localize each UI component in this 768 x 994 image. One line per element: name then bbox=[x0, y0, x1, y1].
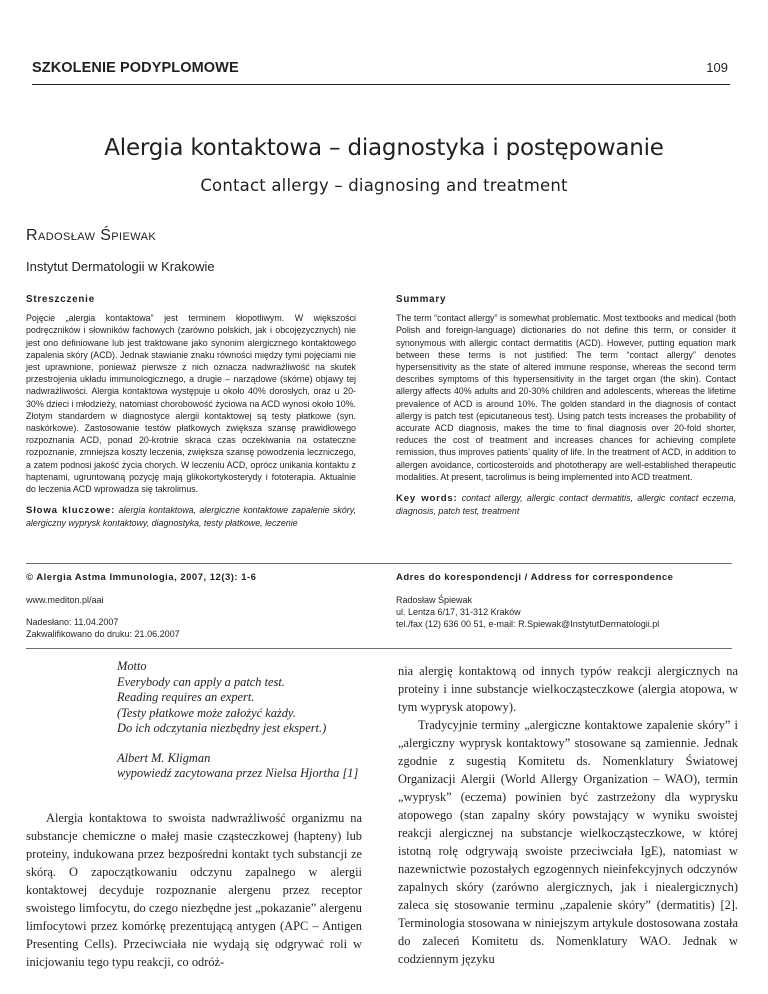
body-paragraph: Tradycyjnie terminy „alergiczne kontaktowe zapalenie skóry” i „alergiczny wyprysk kontaktowy” stosowane są zamiennie. Jednak zgodnie z sugestią Komitetu ds. Nomenklatury Światowej Organizacji Alergii (World Allergy Organization – WAO), termin „wyprysk” (eczema) powinien być zastrzeżony dla wyprysku atopowego (stan zapalny skóry powstający w wyniku swoistej reakcji alergicznej na substancje wielkocząsteczkowe, w której istotną rolę odgrywają swoiste przeciwciała IgE), natomiast w nazewnictwie pozostałych egzogennych nieinfekcyjnych odczynów zapalnych skóry (zarówno alergicznych, jak i niealergicznych) zaleca się stosowanie terminu „zapalenie skóry” (dermatitis) [2]. Terminologia stosowana w niniejszym artykule dostosowana została do zaleceń Komitetu ds. Nomenklatury WAO. Jednak w codziennym języku bbox=[398, 718, 738, 966]
keywords-english-text: contact allergy, allergic contact dermatitis, allergic contact eczema, diagnosis, patch test, treatment bbox=[396, 493, 736, 517]
info-divider bbox=[26, 648, 732, 649]
abstract-polish bbox=[26, 294, 356, 530]
abstract-english-heading: Summary bbox=[396, 294, 447, 305]
body-column-right bbox=[398, 662, 738, 968]
body-paragraph: Alergia kontaktowa to swoista nadwrażliwość organizmu na substancje chemiczne o małej masie cząsteczkowej (hapteny) lub proteiny, indukowana przez bezpośredni kontakt tych substancji ze skórą. O zapoczątkowaniu odczynu zapalnego w alergii kontaktowej decyduje rozpoznanie alergenu przez receptor swoistego limfocytu, do czego niezbędne jest „pokazanie” alergenu limfocytowi przez komórkę prezentującą antygen (APC – Antigen Presenting Cells). Przeciwciała nie wydają się odgrywać roli w inicjowaniu tego typu reakcji, co odróż- bbox=[26, 811, 362, 969]
header-divider bbox=[32, 84, 730, 85]
keywords-english-label: Key words: bbox=[396, 493, 458, 505]
motto-line: Do ich odczytania niezbędny jest ekspert.) bbox=[117, 721, 327, 735]
keywords-polish-label: Słowa kluczowe: bbox=[26, 505, 116, 517]
author-name: Radosław Śpiewak bbox=[26, 227, 157, 244]
keywords-polish-text: alergia kontaktowa, alergiczne kontaktowe zapalenie skóry, alergiczny wyprysk kontaktowy, diagnostyka, testy płatkowe, leczenie bbox=[26, 505, 357, 529]
body-paragraph: nia alergię kontaktową od innych typów reakcji alergicznych na proteiny i inne substancje wielkocząsteczkowe (alergia atopowa, w tym wyprysk atopowy). bbox=[398, 664, 738, 714]
correspondence-heading: Adres do korespondencji / Address for correspondence bbox=[396, 572, 674, 583]
page-number: 109 bbox=[706, 60, 728, 75]
motto-line: Reading requires an expert. bbox=[117, 690, 255, 704]
journal-website[interactable]: www.mediton.pl/aai bbox=[26, 595, 104, 605]
correspondence-contact: tel./fax (12) 636 00 51, e-mail: R.Spiewak@InstytutDermatologii.pl bbox=[396, 619, 660, 629]
motto-line: Everybody can apply a patch test. bbox=[117, 674, 285, 689]
abstract-polish-body: Pojęcie „alergia kontaktowa” jest terminem kłopotliwym. W większości podręczników i słowników fachowych (zarówno polskich, jak i obcojęzycznych) nie jest ono definiowane lub jest traktowane jako synonim alergicznego kontaktowego zapalenia skóry (ACD). Jednak stawianie znaku równości między tymi pojęciami nie jest uprawnione, ponieważ pierwsze z nich oznacza nadwrażliwość na skutek przestrojenia układu immunologicznego, a drugie – narządowe (skórne) objawy tej nadwrażliwości. Alergia kontaktowa występuje u około 40% dorosłych, oraz u 20-30% dzieci i młodzieży, natomiast chorobowość życiowa na ACD wynosi około 10%. Złotym standardem w diagnostyce alergii kontaktowej są testy płatkowe (syn. naskórkowe). Zastosowanie testów płatkowych zwiększa szansę prawidłowego rozpoznania ACD, ponad 20-krotnie skraca czas oczekiwania na ostateczne rozpoznanie, zmniejsza koszty leczenia, zwiększa szansę powodzenia leczniczego, a zatem podnosi jakość życia chorych. W leczeniu ACD, oprócz unikania kontaktu z haptenami, ugruntowaną pozycję mają glikokortykosterydy i fototerapia. Aktualnie do leczenia ACD wprowadza się takrolimus. bbox=[26, 313, 356, 495]
motto-line: (Testy płatkowe może założyć każdy. bbox=[117, 705, 296, 720]
abstract-english bbox=[396, 294, 736, 517]
motto-label: Motto bbox=[117, 659, 147, 673]
correspondence-info bbox=[396, 572, 736, 630]
keywords-english bbox=[396, 492, 736, 517]
correspondence-address: ul. Lentza 6/17, 31-312 Kraków bbox=[396, 607, 521, 617]
author-institution: Instytut Dermatologii w Krakowie bbox=[26, 259, 215, 274]
abstract-divider bbox=[26, 563, 732, 564]
submitted-date: Nadesłano: 11.04.2007 bbox=[26, 617, 119, 627]
journal-citation: © Alergia Astma Immunologia, 2007, 12(3): 1-6 bbox=[26, 572, 257, 583]
accepted-date: Zakwalifikowano do druku: 21.06.2007 bbox=[26, 629, 180, 639]
article-title-english: Contact allergy – diagnosing and treatment bbox=[200, 176, 568, 195]
motto-block bbox=[117, 659, 367, 782]
correspondence-name: Radosław Śpiewak bbox=[396, 595, 473, 605]
motto-source: wypowiedź zacytowana przez Nielsa Hjortha [1] bbox=[117, 766, 359, 780]
abstract-english-body: The term “contact allergy” is somewhat problematic. Most textbooks and medical (both Polish and foreign-language) dictionaries do not define this term, or consider it synonymous with allergic contact dermatitis (ACD). However, putting equation mark between these terms is not justified: The term “contact allergy” denotes hypersensitivity as the state of altered immune response, whereas the second term describes symptoms of this hypersensitivity in the target organ (the skin). Contact allergy affects 40% adults and 20-30% children and adolescents, whereas the lifetime prevalence of ACD is around 10%. The golden standard in the diagnosis of contact allergy is patch test (epicutaneous test). Using patch tests increases the probability of accurate ACD diagnosis, makes the time to final diagnosis over 20-fold shorter, reduces the cost of treatment and increases chances for achieving complete remission, thus improves patients’ quality of life. In the treatment of ACD, in addition to allergen avoidance, corticosteroids and phototherapy are well-established therapeutic modalities. At present, tacrolimus is being implemented into ACD treatment. bbox=[396, 313, 736, 482]
keywords-polish bbox=[26, 504, 356, 529]
section-label: SZKOLENIE PODYPLOMOWE bbox=[32, 60, 239, 76]
abstract-polish-heading: Streszczenie bbox=[26, 294, 95, 305]
article-title: Alergia kontaktowa – diagnostyka i postępowanie bbox=[104, 135, 664, 161]
publication-info bbox=[26, 572, 356, 640]
motto-author: Albert M. Kligman bbox=[117, 750, 211, 765]
body-column-left bbox=[26, 809, 362, 971]
